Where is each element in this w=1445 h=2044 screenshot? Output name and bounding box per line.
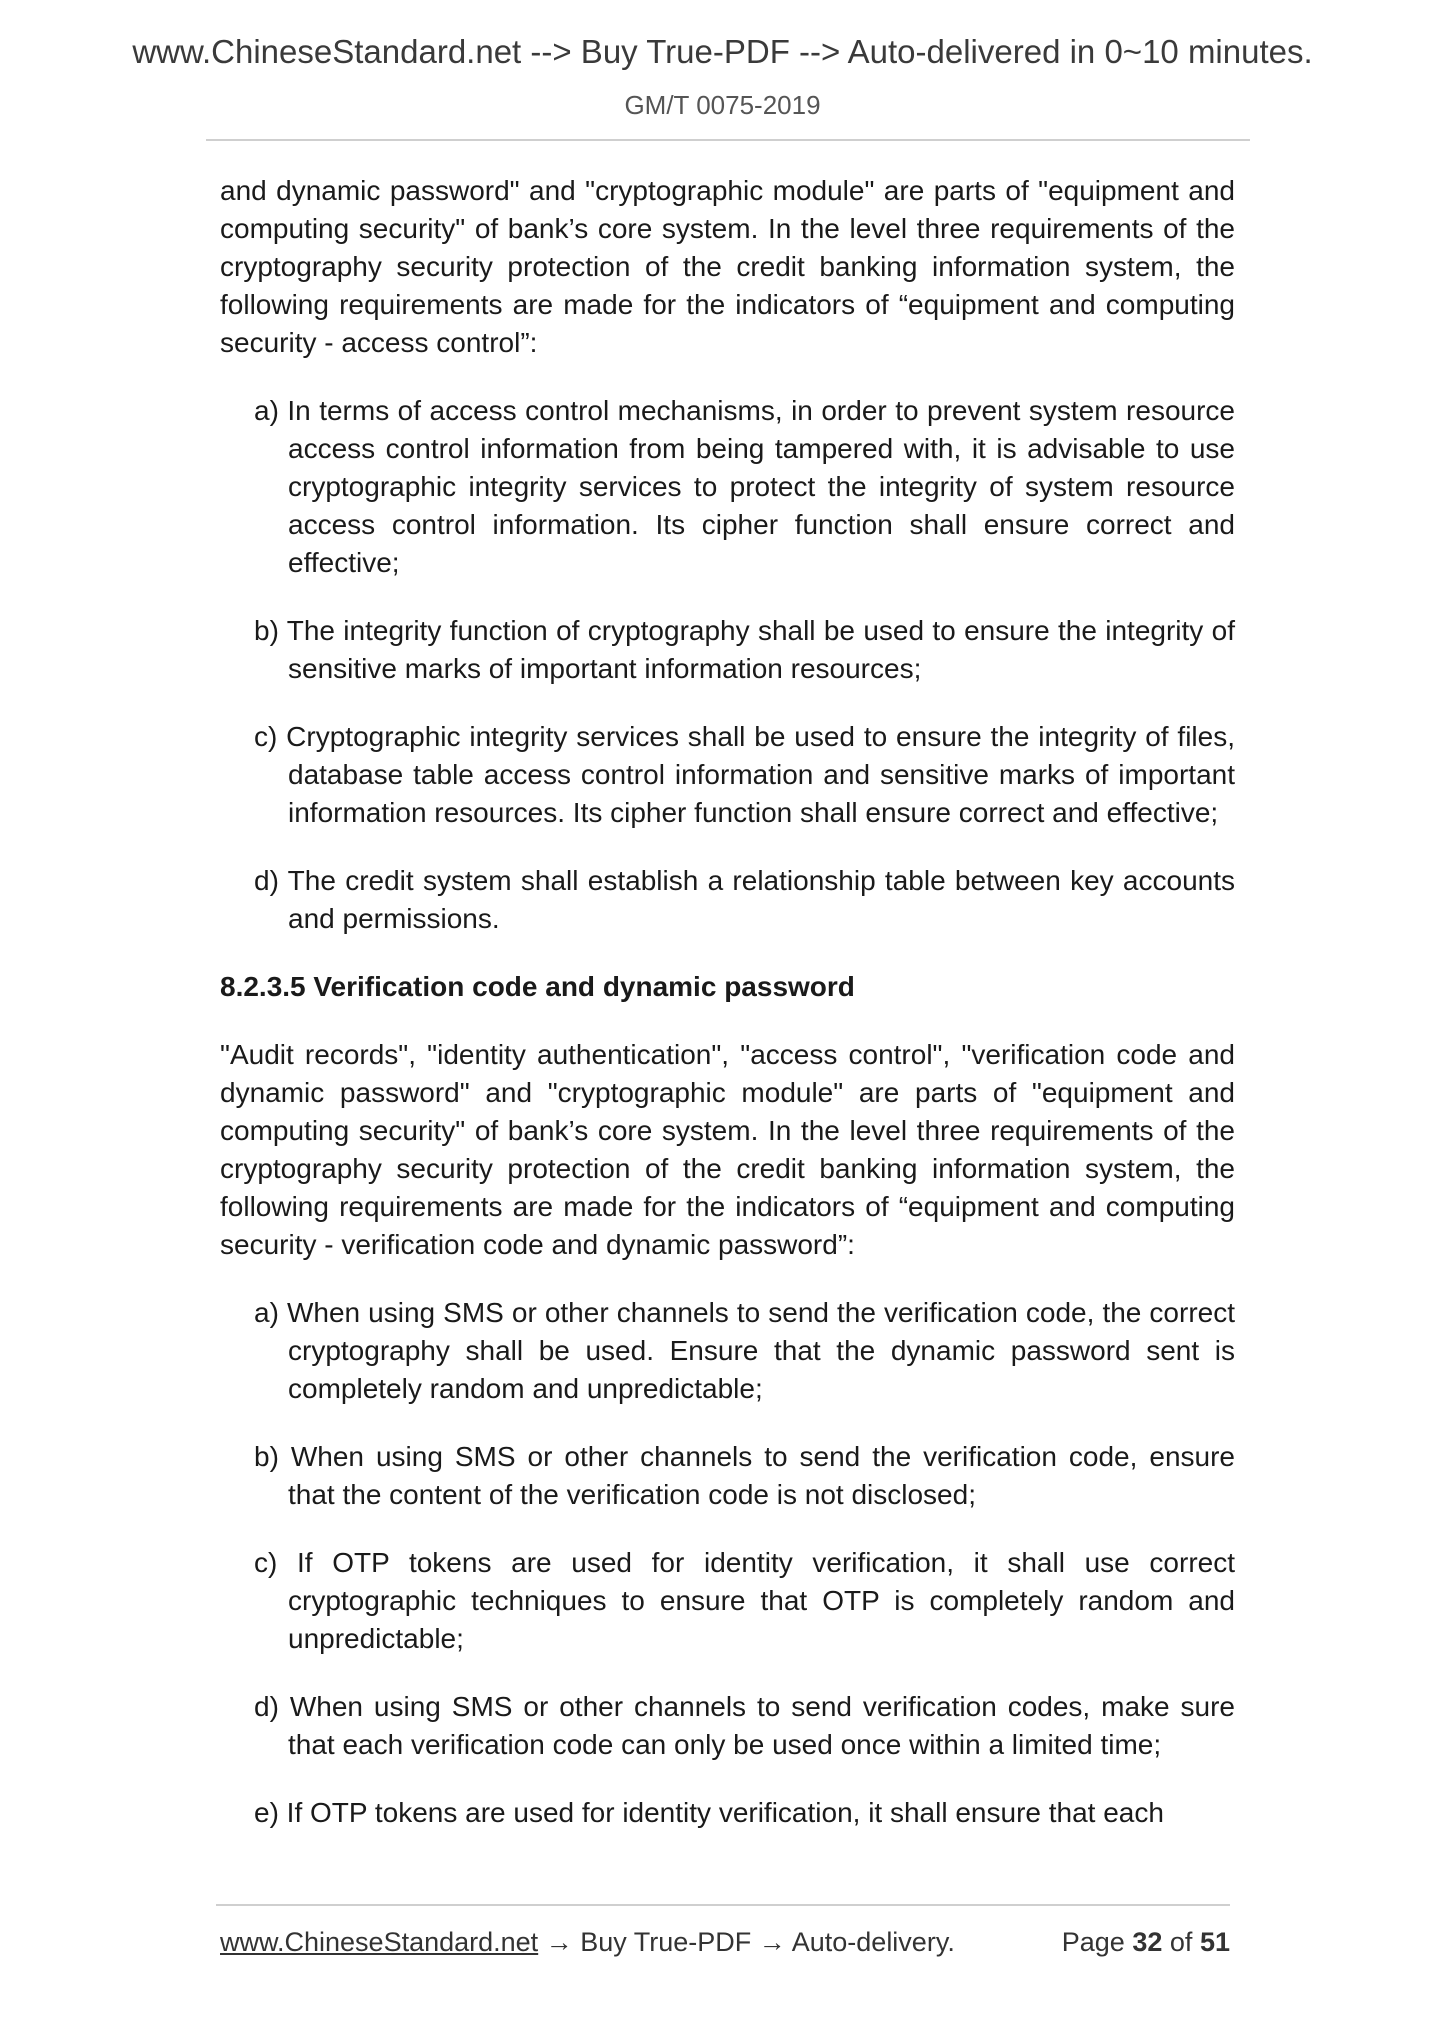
total-pages: 51 (1199, 1927, 1230, 1957)
footer-divider (216, 1904, 1230, 1906)
footer-promo (220, 1922, 955, 1962)
list-item: a) In terms of access control mechanisms, in order to prevent system resource access control information from being tampered with, it is advisable to use cryptographic integrity services to protect the integrity of system resource access control information. Its cipher function shall ensure correct and effective; (254, 395, 1235, 578)
page-footer (220, 1922, 1230, 1962)
site-banner: www.ChineseStandard.net --> Buy True-PDF --> Auto-delivered in 0~10 minutes. (132, 33, 1313, 70)
list-item: a) When using SMS or other channels to send the verification code, the correct cryptography shall be used. Ensure that the dynamic password sent is completely random and unpredictable; (254, 1297, 1235, 1404)
page-label: Page (1061, 1927, 1125, 1957)
access-control-list (220, 392, 1235, 938)
list-item: b) The integrity function of cryptography shall be used to ensure the integrity of sensitive marks of important information resources; (254, 615, 1235, 684)
list-item: d) The credit system shall establish a relationship table between key accounts and permissions. (254, 865, 1235, 934)
verification-list (220, 1294, 1235, 1832)
header-divider (206, 139, 1250, 141)
document-id: GM/T 0075-2019 (624, 90, 821, 120)
list-item: c) If OTP tokens are used for identity verification, it shall use correct cryptographic techniques to ensure that OTP is completely random and unpredictable; (254, 1547, 1235, 1654)
footer-site-link[interactable]: www.ChineseStandard.net (220, 1927, 539, 1957)
page-content (220, 172, 1235, 1862)
list-item: d) When using SMS or other channels to send verification codes, make sure that each verification code can only be used once within a limited time; (254, 1691, 1235, 1760)
list-item: c) Cryptographic integrity services shall be used to ensure the integrity of files, database table access control information and sensitive marks of important information resources. Its cipher function shall ensure correct and effective; (254, 721, 1235, 828)
paragraph-intro: and dynamic password" and "cryptographic module" are parts of "equipment and computing security" of bank’s core system. In the level three requirements of the cryptography security protection of the credit banking information system, the following requirements are made for the indicators of “equipment and computing security - access control”: (220, 175, 1235, 358)
of-label: of (1169, 1927, 1193, 1957)
section-heading: 8.2.3.5 Verification code and dynamic password (220, 971, 855, 1002)
footer-tagline: → Buy True-PDF → Auto-delivery. (538, 1927, 955, 1957)
page-number (1062, 1922, 1230, 1962)
paragraph-verification: "Audit records", "identity authentication", "access control", "verification code and dynamic password" and "cryptographic module" are parts of "equipment and computing security" of bank’s core system. In the level three requirements of the cryptography security protection of the credit banking information system, the following requirements are made for the indicators of “equipment and computing security - verification code and dynamic password”: (220, 1039, 1235, 1260)
list-item: b) When using SMS or other channels to send the verification code, ensure that the content of the verification code is not disclosed; (254, 1441, 1235, 1510)
current-page: 32 (1132, 1927, 1163, 1957)
list-item: e) If OTP tokens are used for identity verification, it shall ensure that each (254, 1797, 1164, 1828)
